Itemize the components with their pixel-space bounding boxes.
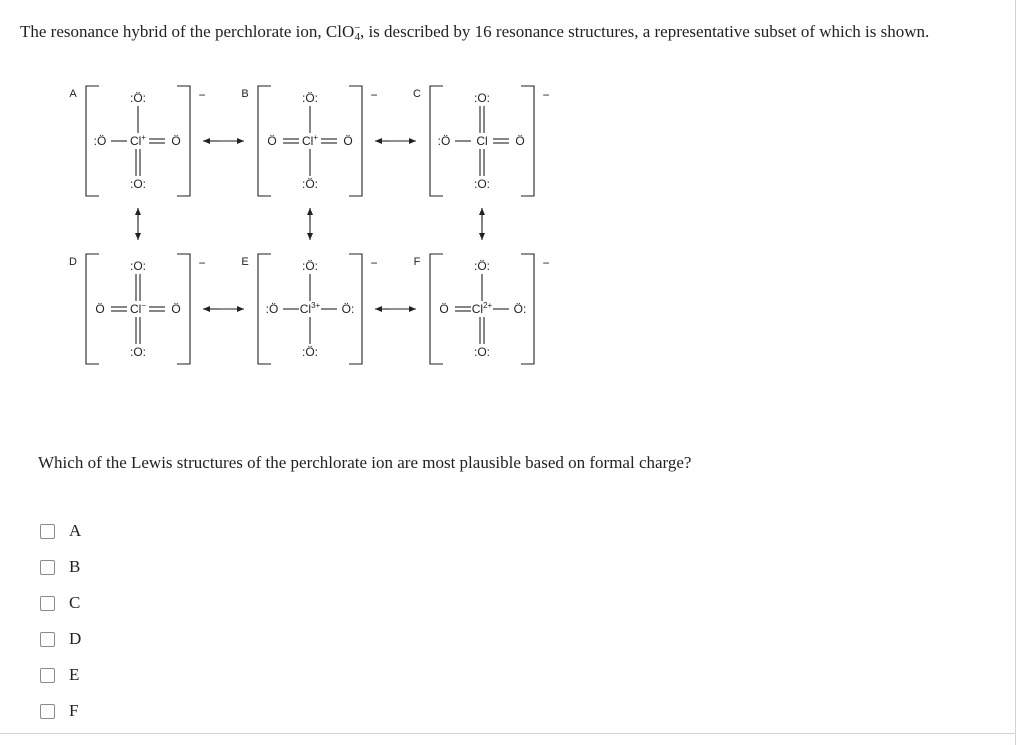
ion-charge: − (542, 88, 550, 102)
lewis-structure-d (69, 254, 205, 364)
oxygen-right: Ö: (513, 302, 527, 316)
oxygen-left: :Ö (265, 302, 279, 316)
chlorine-atom: $Cl^{3+}$ (299, 301, 321, 316)
checkbox[interactable] (40, 668, 55, 683)
option-label: E (69, 665, 80, 684)
chlorine-charge: + (141, 133, 147, 142)
chlorine-atom: Cl+ (129, 133, 147, 148)
option-a[interactable] (40, 513, 81, 549)
ion-charge: − (370, 88, 378, 102)
oxygen-bottom: :O: (129, 345, 147, 359)
structure-label: A (69, 88, 77, 100)
structure-label: C (413, 88, 421, 100)
ion-charge: − (542, 256, 550, 270)
oxygen-bottom: :O: (129, 177, 147, 191)
oxygen-top: :O: (129, 259, 147, 273)
chlorine-charge: 2+ (483, 301, 493, 310)
frame-bottom-border (0, 733, 1016, 734)
structure-label: D (69, 256, 77, 268)
checkbox[interactable] (40, 704, 55, 719)
lewis-structure-c (413, 86, 549, 196)
option-label: F (69, 701, 79, 720)
oxygen-right: Ö (171, 134, 181, 148)
option-e[interactable] (40, 657, 81, 693)
intro-superscript: − (354, 22, 361, 34)
option-label: A (69, 521, 82, 540)
option-label: D (69, 629, 82, 648)
option-label: B (69, 557, 81, 576)
oxygen-left: Ö (267, 134, 277, 148)
lewis-structure-e (241, 254, 377, 364)
oxygen-right: Ö (343, 134, 353, 148)
oxygen-left: Ö (439, 302, 449, 316)
option-b[interactable] (40, 549, 81, 585)
chlorine-charge: − (141, 301, 147, 310)
option-d[interactable] (40, 621, 81, 657)
lewis-structure-a (69, 86, 205, 196)
oxygen-top: :Ö: (301, 91, 319, 105)
ion-charge: − (370, 256, 378, 270)
option-label: C (69, 593, 81, 612)
intro-paragraph (20, 14, 990, 51)
frame-right-border (1015, 0, 1016, 745)
answer-options (40, 513, 81, 729)
chlorine-atom: $Cl^{2+}$ (471, 301, 493, 316)
checkbox[interactable] (40, 524, 55, 539)
ion-charge: − (198, 88, 206, 102)
structure-label: B (241, 88, 249, 100)
intro-text-after: , is described by 16 resonance structures, a representative subset of which is shown. (359, 22, 930, 41)
oxygen-right: Ö (171, 302, 181, 316)
oxygen-bottom: :Ö: (301, 345, 319, 359)
checkbox[interactable] (40, 560, 55, 575)
oxygen-top: :Ö: (129, 91, 147, 105)
oxygen-right: Ö (515, 134, 525, 148)
oxygen-top: :Ö: (301, 259, 319, 273)
resonance-structures-diagram (40, 82, 570, 382)
oxygen-bottom: :O: (473, 177, 491, 191)
chlorine-atom: Cl+ (301, 133, 319, 148)
lewis-structure-f (414, 254, 550, 364)
chlorine-charge: 3+ (311, 301, 321, 310)
question-text: Which of the Lewis structures of the perchlorate ion are most plausible based on formal charge? (38, 453, 692, 472)
checkbox[interactable] (40, 596, 55, 611)
intro-text-before: The resonance hybrid of the perchlorate ion, ClO (20, 22, 355, 41)
oxygen-left: :Ö (437, 134, 451, 148)
oxygen-bottom: :O: (473, 345, 491, 359)
intro-subscript: 4 (354, 31, 360, 43)
oxygen-left: Ö (95, 302, 105, 316)
oxygen-top: :O: (473, 91, 491, 105)
chlorine-charge: + (313, 133, 319, 142)
checkbox[interactable] (40, 632, 55, 647)
oxygen-left: :Ö (93, 134, 107, 148)
structure-label: E (241, 256, 249, 268)
option-c[interactable] (40, 585, 81, 621)
oxygen-top: :Ö: (473, 259, 491, 273)
lewis-structure-b (241, 86, 377, 196)
oxygen-right: Ö: (341, 302, 355, 316)
chlorine-atom: Cl (476, 134, 488, 148)
chlorine-atom: Cl− (129, 301, 147, 316)
ion-charge: − (198, 256, 206, 270)
oxygen-bottom: :Ö: (301, 177, 319, 191)
option-f[interactable] (40, 693, 81, 729)
structure-label: F (413, 256, 421, 268)
